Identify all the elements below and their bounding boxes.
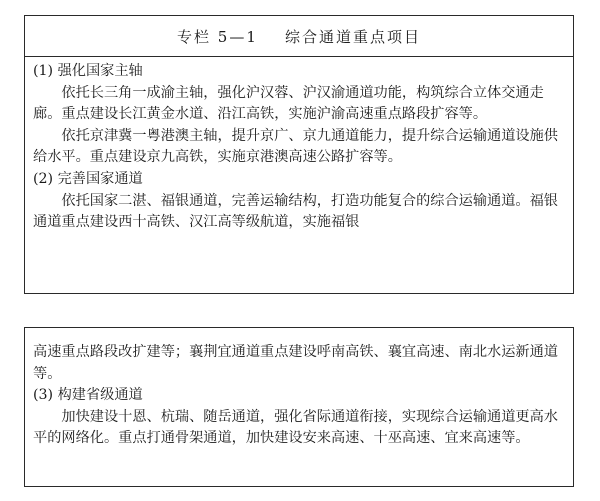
sidebar-box-page-1 [24,15,574,294]
box-body-1 [25,57,573,234]
section-heading-1: (1) 强化国家主轴 [33,63,143,79]
paragraph-provincial-corridor: 加快建设十恩、杭瑞、随岳通道，强化省际通道衔接，实现综合运输通道更高水平的网络化。重点打通骨架通道，加快建设安来高速、十巫高速、宜来高速等。 [33,408,558,447]
paragraph-yangtze-axis: 依托长三角一成渝主轴，强化沪汉蓉、沪汉渝通道功能，构筑综合立体交通走廊。重点建设长江黄金水道、沿江高铁，实施沪渝高速重点路段扩容等。 [33,84,544,123]
paragraph-beijing-axis: 依托京津冀一粤港澳主轴，提升京广、京九通道能力，提升综合运输通道设施供给水平。重点建设京九高铁，实施京港澳高速公路扩容等。 [33,127,558,166]
box-body-2 [25,328,573,450]
section-heading-2: (2) 完善国家通道 [33,170,143,187]
paragraph-national-corridor: 依托国家二湛、福银通道，完善运输结构，打造功能复合的综合运输通道。福银通道重点建设西十高铁、汉江高等级航道，实施福银 [33,192,558,231]
sidebar-box-page-2 [24,327,574,487]
paragraph-continuation: 高速重点路段改扩建等；襄荆宜通道重点建设呼南高铁、襄宜高速、南北水运新通道等。 [33,344,558,382]
box-title: 专栏 5—1 综合通道重点项目 [177,27,421,46]
box-title-row [25,16,573,57]
section-heading-3: (3) 构建省级通道 [33,387,143,404]
